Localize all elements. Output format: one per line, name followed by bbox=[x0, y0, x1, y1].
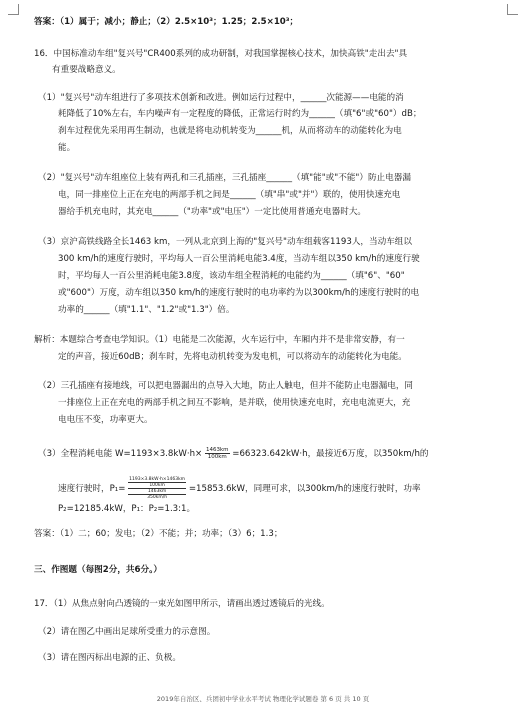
q17-3: （3）请在图丙标出电源的正、负极。 bbox=[38, 653, 181, 663]
analysis-3-line-1 bbox=[38, 447, 506, 460]
fraction-power-den2: 350km/h bbox=[147, 495, 168, 500]
analysis-line-1: 解析：本题综合考查电学知识。（1）电能是二次能源，火车运行中，车厢内并不是非常安静，有一 bbox=[34, 335, 405, 345]
corner-top-left bbox=[8, 4, 19, 15]
q16-1-line-2: 耗降低了10%左右，车内噪声有一定程度的降低，正常运行时约为______（填"6"或"60"）dB； bbox=[58, 109, 422, 119]
q16-1-line-1: （1）"复兴号"动车组进行了多项技术创新和改进。例如运行过程中，______次能源——电能的消 bbox=[38, 93, 404, 103]
q16-3-line-2: 300 km/h的速度行驶时，平均每人一百公里消耗电能3.4度，当动车组以350 km/h的速度行驶 bbox=[58, 254, 420, 264]
q16-3-line-1: （3）京沪高铁线路全长1463 km，一列从北京到上海的"复兴号"动车组载客1193人，当动车组以 bbox=[38, 237, 412, 247]
fraction-distance bbox=[205, 447, 230, 460]
fraction-power-mid: 100km bbox=[128, 483, 186, 489]
page-footer: 2019年自治区、兵团初中学业水平考试 物理化学试题卷 第 6 页 共 10 页 bbox=[156, 695, 370, 703]
analysis-2-line-3: 电电压不变，功率更大。 bbox=[58, 415, 153, 425]
q16-3-line-4: 或"600"）万度，动车组以350 km/h的速度行驶时的电功率约为以300km/h的速度行驶时的电 bbox=[58, 288, 420, 298]
fraction-power-num: 1193×3.8kW·h×1463km bbox=[129, 477, 186, 482]
q16-stem-1: 16．中国标准动车组"复兴号"CR400系列的成功研制，对我国掌握核心技术，加快高铁"走出去"具 bbox=[34, 49, 408, 59]
power-formula-end: =15853.6kW，同理可求，以300km/h的速度行驶时，功率 bbox=[188, 484, 421, 494]
q16-2-line-3: 器给手机充电时，其充电______（"功率"或"电压"）一定比使用普通充电器时大。 bbox=[58, 207, 367, 217]
q17-1: 17．（1）从焦点射向凸透镜的一束光如图甲所示，请画出透过透镜后的光线。 bbox=[34, 599, 330, 609]
analysis-2-line-1: （2）三孔插座有接地线，可以把电器漏出的点导入大地，防止人触电，但并不能防止电器漏电，同 bbox=[38, 381, 414, 391]
analysis-line-2: 定的声音，接近60dB；刹车时，先将电动机转变为发电机，可以将动车的动能转化为电能。 bbox=[58, 352, 407, 362]
energy-formula-start: （3）全程消耗电能 W=1193×3.8kW·h× bbox=[38, 449, 203, 459]
answer-16: 答案：（1）二；60；发电；（2）不能；并；功率；（3）6；1.3； bbox=[34, 529, 283, 539]
q16-stem-2: 有重要战略意义。 bbox=[52, 65, 121, 75]
q17-2: （2）请在图乙中画出足球所受重力的示意图。 bbox=[38, 627, 216, 637]
analysis-3-line-2 bbox=[58, 477, 506, 500]
fraction-denominator: 100km bbox=[207, 454, 227, 460]
q16-3-line-5: 功率的______（填"1.1"、"1.2"或"1.3"）倍。 bbox=[58, 305, 235, 315]
q16-2-line-2: 电，同一排座位上正在充电的两部手机之间是______（填"串"或"并"）联的，使用快速充电 bbox=[58, 190, 401, 200]
fraction-power bbox=[128, 477, 186, 500]
corner-top-right bbox=[507, 4, 518, 15]
fraction-numerator: 1463km bbox=[205, 447, 229, 453]
q16-1-line-3: 刹车过程优先采用再生制动，也就是将电动机转变为______机，从而将动车的动能转化为电 bbox=[58, 126, 402, 136]
analysis-3-line-3: P₂=12185.4kW，P₁：P₂=1.3:1。 bbox=[58, 504, 196, 514]
section-3-title: 三、作图题（每图2分，共6分。） bbox=[34, 565, 162, 575]
q16-3-line-3: 时，平均每人一百公里消耗电能3.8度，该动车组全程消耗的电能约为______（填"6"、"60" bbox=[58, 271, 405, 281]
q16-1-line-4: 能。 bbox=[58, 143, 76, 153]
fraction-power-den: 1463km bbox=[128, 489, 186, 495]
q16-2-line-1: （2）"复兴号"动车组座位上装有两孔和三孔插座，三孔插座______（填"能"或"不能"）防止电器漏 bbox=[38, 173, 411, 183]
energy-formula-end: =66323.642kW·h，最接近6万度，以350km/h的 bbox=[232, 449, 429, 459]
answer-15: 答案：（1）属于；减小；静止；（2）2.5×10³；1.25；2.5×10³； bbox=[34, 17, 299, 27]
power-formula-start: 速度行驶时，P₁= bbox=[58, 484, 126, 494]
analysis-2-line-2: 一排座位上正在充电的两部手机之间互不影响，是并联，使用快速充电时，充电电流更大，充 bbox=[58, 398, 411, 408]
